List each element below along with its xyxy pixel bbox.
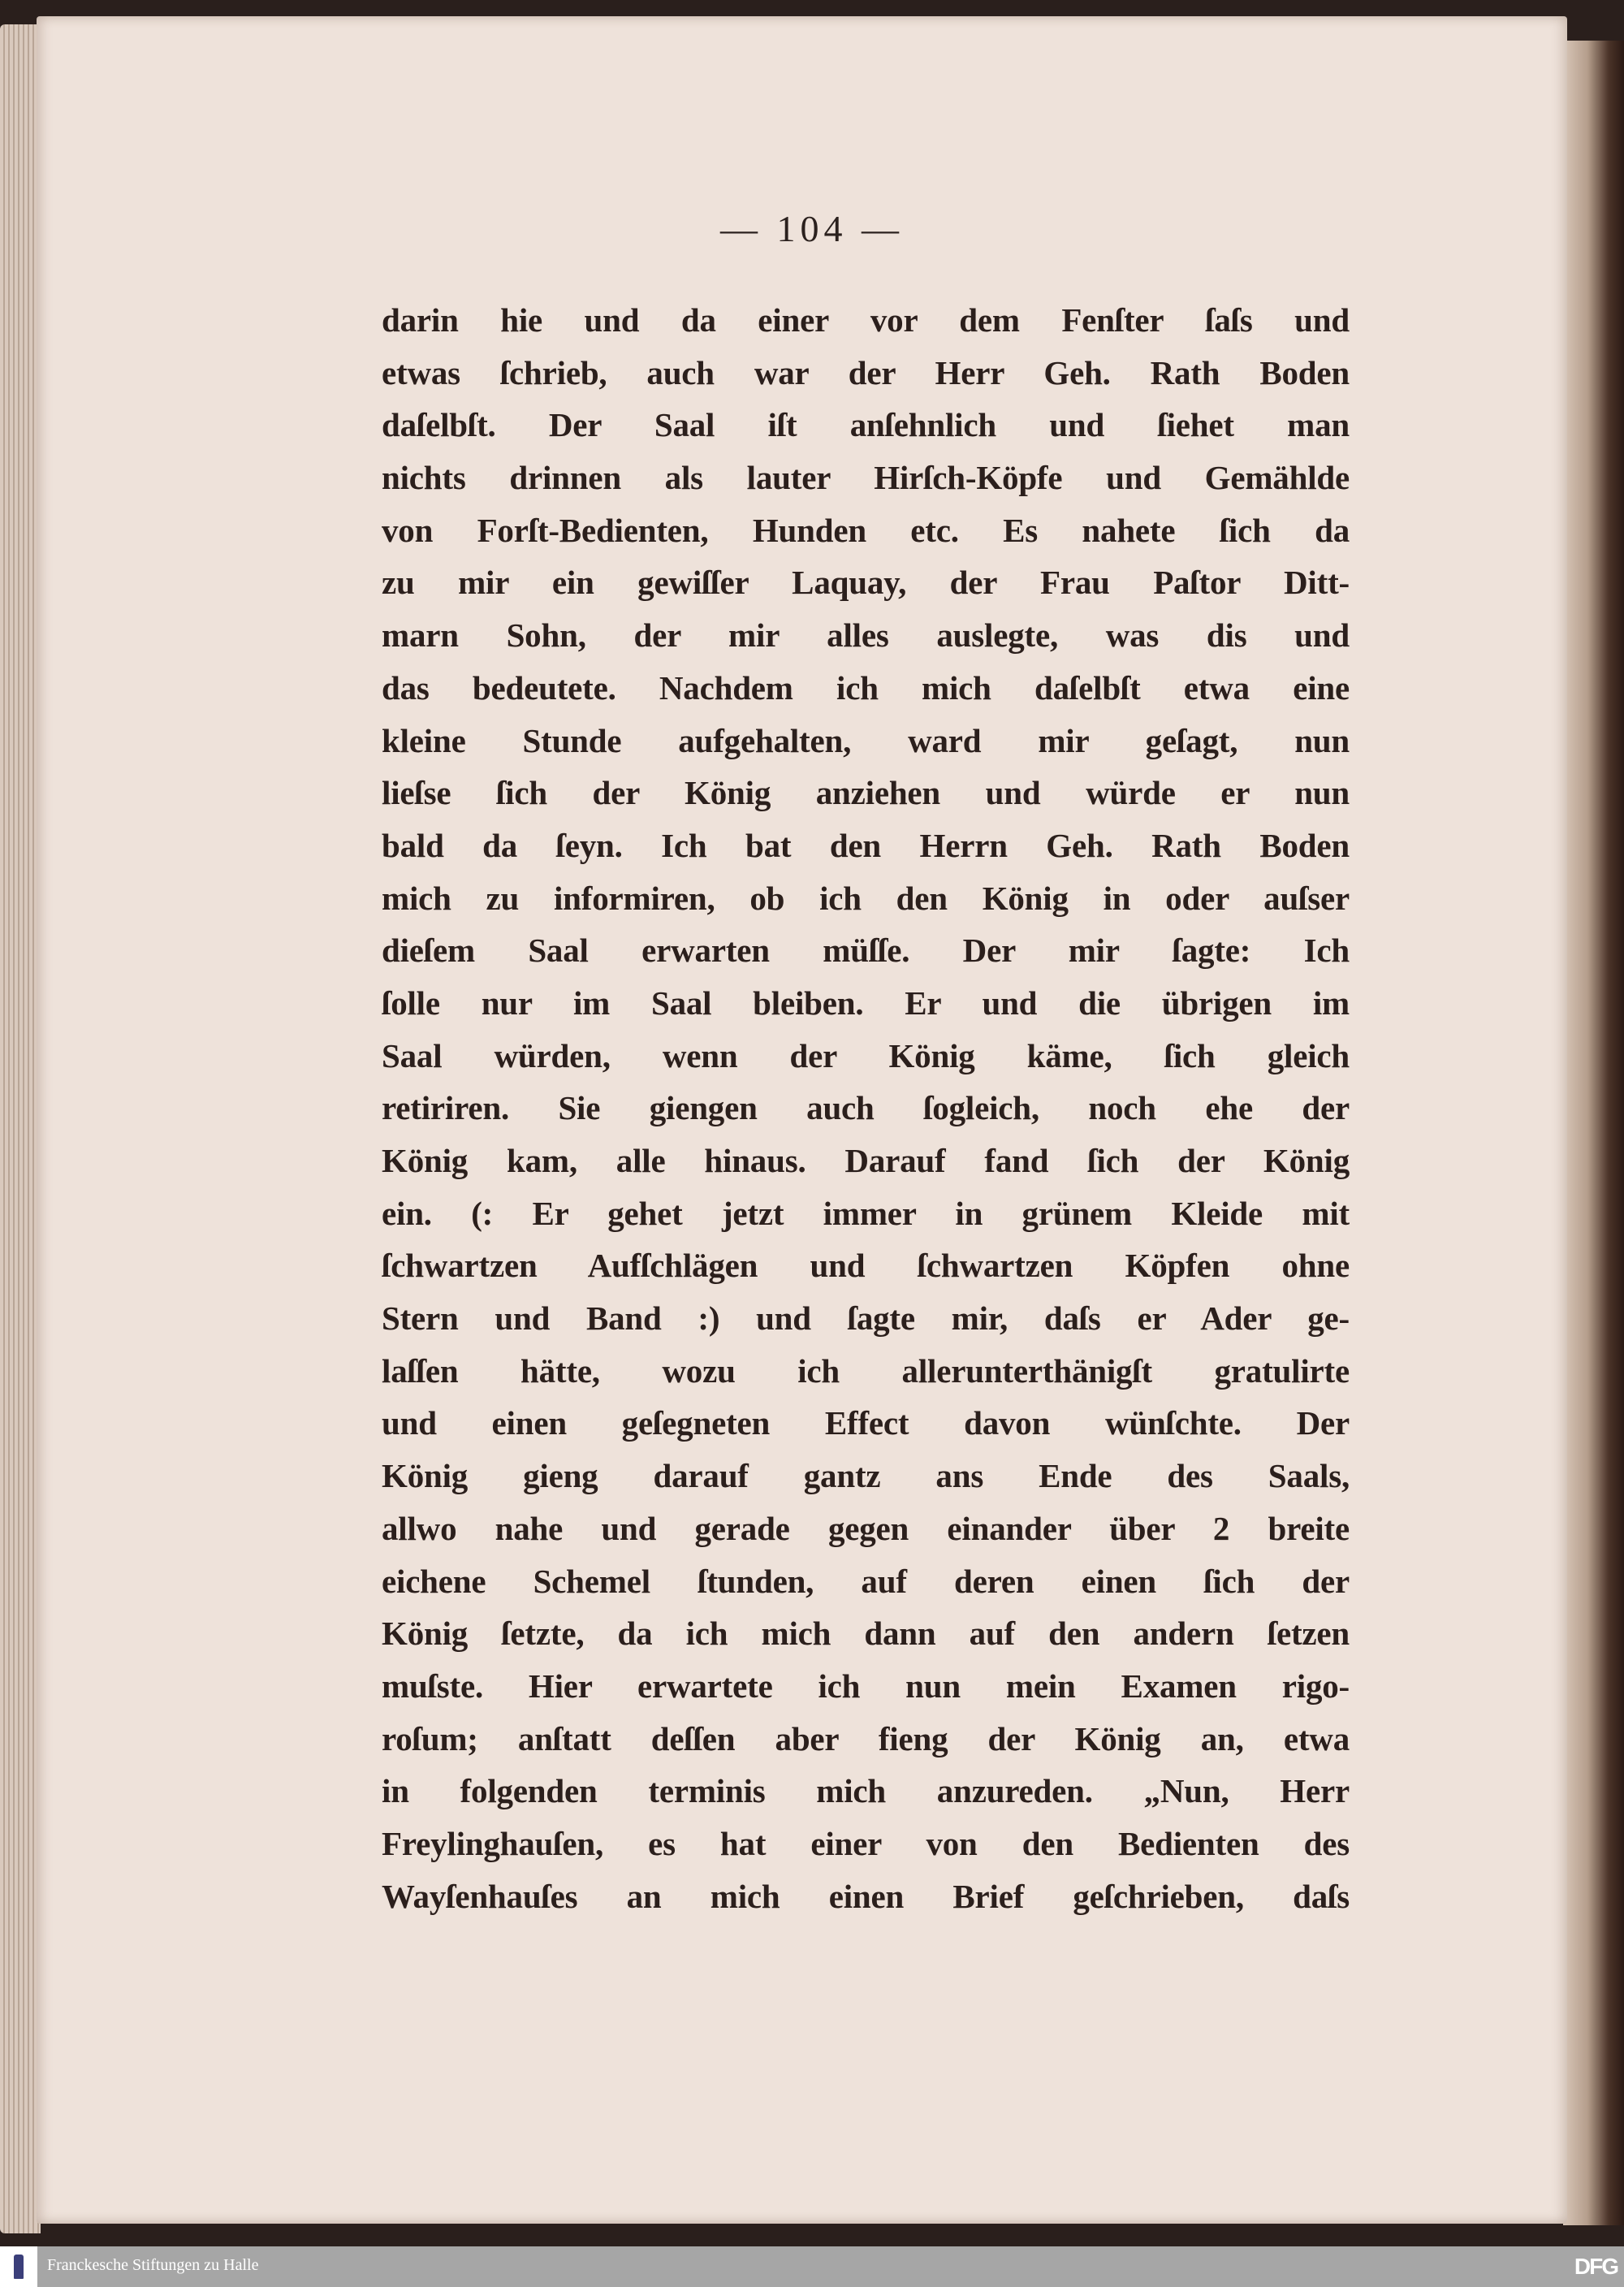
dfg-logo: DFG	[1574, 2254, 1618, 2279]
text-line: dieſem Saal erwarten müſſe. Der mir ſagte: Ich	[382, 932, 1350, 970]
institution-logo-icon	[0, 2246, 37, 2287]
page-number: — 104 —	[720, 208, 904, 249]
text-line: roſum; anſtatt deſſen aber fieng der König an, etwa	[382, 1719, 1350, 1757]
text-line: allwo nahe und gerade gegen einander über 2 breite	[382, 1509, 1350, 1547]
text-line: Saal würden, wenn der König käme, ſich gleich	[382, 1036, 1350, 1074]
institution-name: Franckesche Stiftungen zu Halle	[47, 2256, 259, 2274]
text-line: Freylinghauſen, es hat einer von den Bedienten des	[382, 1824, 1350, 1862]
text-line: nichts drinnen als lauter Hirſch-Köpfe und Gemählde	[382, 459, 1350, 497]
text-line: retiriren. Sie giengen auch ſogleich, noch ehe der	[382, 1089, 1350, 1127]
text-line: darin hie und da einer vor dem Fenſter ſaſs und	[382, 301, 1350, 339]
text-line: bald da ſeyn. Ich bat den Herrn Geh. Rath Boden	[382, 826, 1350, 864]
text-line: von Forſt-Bedienten, Hunden etc. Es nahete ſich da	[382, 511, 1350, 549]
text-line: und einen geſegneten Effect davon wünſchte. Der	[382, 1404, 1350, 1442]
text-line: kleine Stunde aufgehalten, ward mir geſagt, nun	[382, 721, 1350, 759]
text-line: zu mir ein gewiſſer Laquay, der Frau Paſtor Ditt-	[382, 564, 1350, 602]
text-line: ein. (: Er gehet jetzt immer in grünem Kleide mit	[382, 1194, 1350, 1232]
text-line: lieſse ſich der König anziehen und würde er nun	[382, 774, 1350, 812]
book-right-edge	[1563, 41, 1624, 2225]
text-line: das bedeutete. Nachdem ich mich daſelbſt etwa eine	[382, 668, 1350, 707]
text-line: König gieng darauf gantz ans Ende des Saals,	[382, 1457, 1350, 1495]
page-stack-edge	[0, 24, 41, 2233]
text-line: König ſetzte, da ich mich dann auf den andern ſetzen	[382, 1615, 1350, 1653]
footer-bar	[0, 2246, 1624, 2287]
text-line: Stern und Band :) und ſagte mir, daſs er Ader ge-	[382, 1299, 1350, 1338]
text-line: mich zu informiren, ob ich den König in oder auſser	[382, 879, 1350, 917]
body-text	[382, 294, 1350, 1922]
text-line: eichene Schemel ſtunden, auf deren einen ſich der	[382, 1562, 1350, 1600]
text-line: marn Sohn, der mir alles auslegte, was dis und	[382, 616, 1350, 655]
text-line: muſste. Hier erwartete ich nun mein Examen rigo-	[382, 1667, 1350, 1705]
text-line: daſelbſt. Der Saal iſt anſehnlich und ſiehet man	[382, 406, 1350, 444]
text-line: in folgenden terminis mich anzureden. „Nun, Herr	[382, 1772, 1350, 1810]
text-line: ſchwartzen Aufſchlägen und ſchwartzen Köpfen ohne	[382, 1247, 1350, 1285]
text-line: etwas ſchrieb, auch war der Herr Geh. Rath Boden	[382, 353, 1350, 391]
text-line: ſolle nur im Saal bleiben. Er und die übrigen im	[382, 984, 1350, 1022]
text-line: Wayſenhauſes an mich einen Brief geſchrieben, daſs	[382, 1877, 1350, 1915]
text-line: König kam, alle hinaus. Darauf fand ſich der König	[382, 1142, 1350, 1179]
text-line: laſſen hätte, wozu ich allerunterthänigſt gratulirte	[382, 1351, 1350, 1390]
